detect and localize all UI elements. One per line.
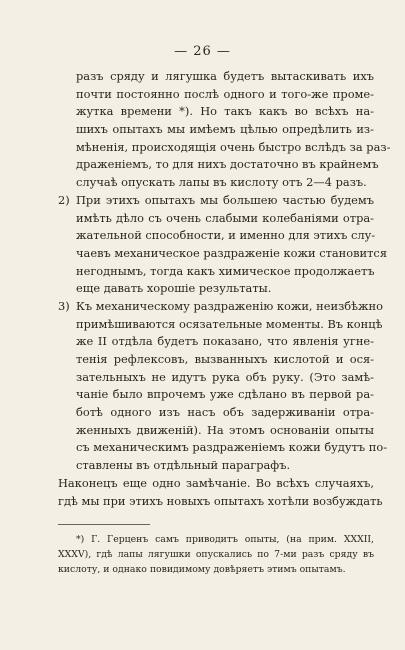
body-line-text: жутка времени *). Но такъ какъ во всѣхъ на- bbox=[76, 104, 374, 119]
body-line bbox=[58, 103, 374, 121]
body-line bbox=[58, 333, 374, 351]
body-line bbox=[58, 139, 391, 157]
footnote-separator bbox=[58, 524, 150, 525]
body-line bbox=[58, 86, 374, 104]
body-line bbox=[58, 386, 374, 404]
footnote-line-text: *) Г. Герценъ самъ приводитъ опыты, (на прим. XXXII, bbox=[76, 534, 374, 545]
body-line-text: случаѣ опускать лапы въ кислоту отъ 2—4 разъ. bbox=[76, 175, 367, 190]
body-line-text: чаевъ механическое раздраженіе кожи становится bbox=[76, 245, 388, 260]
body-line bbox=[58, 245, 388, 263]
body-line-text: мѣненія, происходящія очень быстро вслѣдъ за раз- bbox=[76, 139, 391, 154]
body-line bbox=[58, 475, 374, 493]
footnote-line-text: XXXV), гдѣ лапы лягушки опускались по 7-ми разъ сряду въ bbox=[58, 549, 374, 560]
footnote bbox=[58, 532, 374, 577]
body-line bbox=[58, 316, 383, 334]
body-line-text: Наконецъ еще одно замѣчаніе. Во всѣхъ случаяхъ, bbox=[58, 475, 374, 490]
body-line-text: же II отдѣла будетъ показано, что явленія угне- bbox=[76, 334, 374, 349]
body-line bbox=[58, 263, 374, 281]
body-line-text: еще давать хорошіе результаты. bbox=[76, 281, 272, 296]
body-line bbox=[58, 156, 379, 174]
body-line-text: примѣшиваются осязательные моменты. Въ концѣ bbox=[76, 316, 383, 331]
body-line-text: разъ сряду и лягушка будетъ вытаскивать ихъ bbox=[76, 69, 374, 83]
body-line bbox=[58, 210, 374, 228]
body-line-text: негоднымъ, тогда какъ химическое продолжаетъ bbox=[76, 263, 375, 278]
body-line bbox=[58, 457, 374, 475]
body-line-text: жательной способности, и именно для этихъ слу- bbox=[76, 228, 376, 243]
page-number: — 26 — bbox=[174, 44, 231, 59]
body-line-text: драженіемъ, то для нихъ достаточно въ крайнемъ bbox=[76, 157, 379, 172]
body-line-text: съ механическимъ раздраженіемъ кожи будутъ по- bbox=[76, 440, 388, 455]
body-line bbox=[58, 369, 374, 387]
footnote-line bbox=[58, 532, 374, 547]
footnote-line bbox=[58, 562, 374, 577]
body-line bbox=[58, 298, 383, 316]
body-line-text: шихъ опытахъ мы имѣемъ цѣлью опредѣлить из- bbox=[76, 122, 374, 137]
body-line bbox=[58, 422, 374, 440]
body-line bbox=[58, 493, 383, 511]
body-line-text: При этихъ опытахъ мы большею частью будемъ bbox=[76, 192, 374, 207]
body-line bbox=[58, 280, 374, 298]
body-line bbox=[58, 68, 374, 86]
body-line bbox=[58, 439, 388, 457]
body-line-text: ботѣ одного изъ насъ объ задерживаніи отра- bbox=[76, 405, 374, 420]
body-line-text: зательныхъ не идутъ рука объ руку. (Это замѣ- bbox=[76, 369, 374, 384]
body-line-text: имѣть дѣло съ очень слабыми колебаніями отра- bbox=[76, 210, 374, 225]
body-line-text: гдѣ мы при этихъ новыхъ опытахъ хотѣли возбуждать bbox=[58, 493, 383, 508]
body-line-text: почти постоянно послѣ одного и того-же проме- bbox=[76, 86, 374, 101]
body-line-text: Къ механическому раздраженію кожи, неизбѣжно bbox=[76, 298, 383, 313]
body-line bbox=[58, 174, 374, 192]
body-line bbox=[58, 227, 374, 245]
body-text bbox=[58, 68, 391, 510]
body-line-text: ставлены въ отдѣльный параграфъ. bbox=[76, 458, 291, 473]
body-line-text: чаніе было впрочемъ уже сдѣлано въ первой ра- bbox=[76, 387, 374, 402]
footnote-line-text: кислоту, и однако повидимому довѣряетъ этимъ опытамъ. bbox=[58, 564, 346, 575]
body-line bbox=[58, 192, 374, 210]
body-line bbox=[58, 121, 374, 139]
list-item-number: 2) bbox=[58, 192, 70, 207]
body-line bbox=[58, 404, 374, 422]
list-item-number: 3) bbox=[58, 298, 70, 313]
body-line-text: женныхъ движеній). На этомъ основаніи опыты bbox=[76, 422, 374, 437]
body-line-text: тенія рефлексовъ, вызванныхъ кислотой и ося- bbox=[76, 352, 374, 366]
footnote-line bbox=[58, 547, 374, 562]
body-line bbox=[58, 351, 374, 369]
